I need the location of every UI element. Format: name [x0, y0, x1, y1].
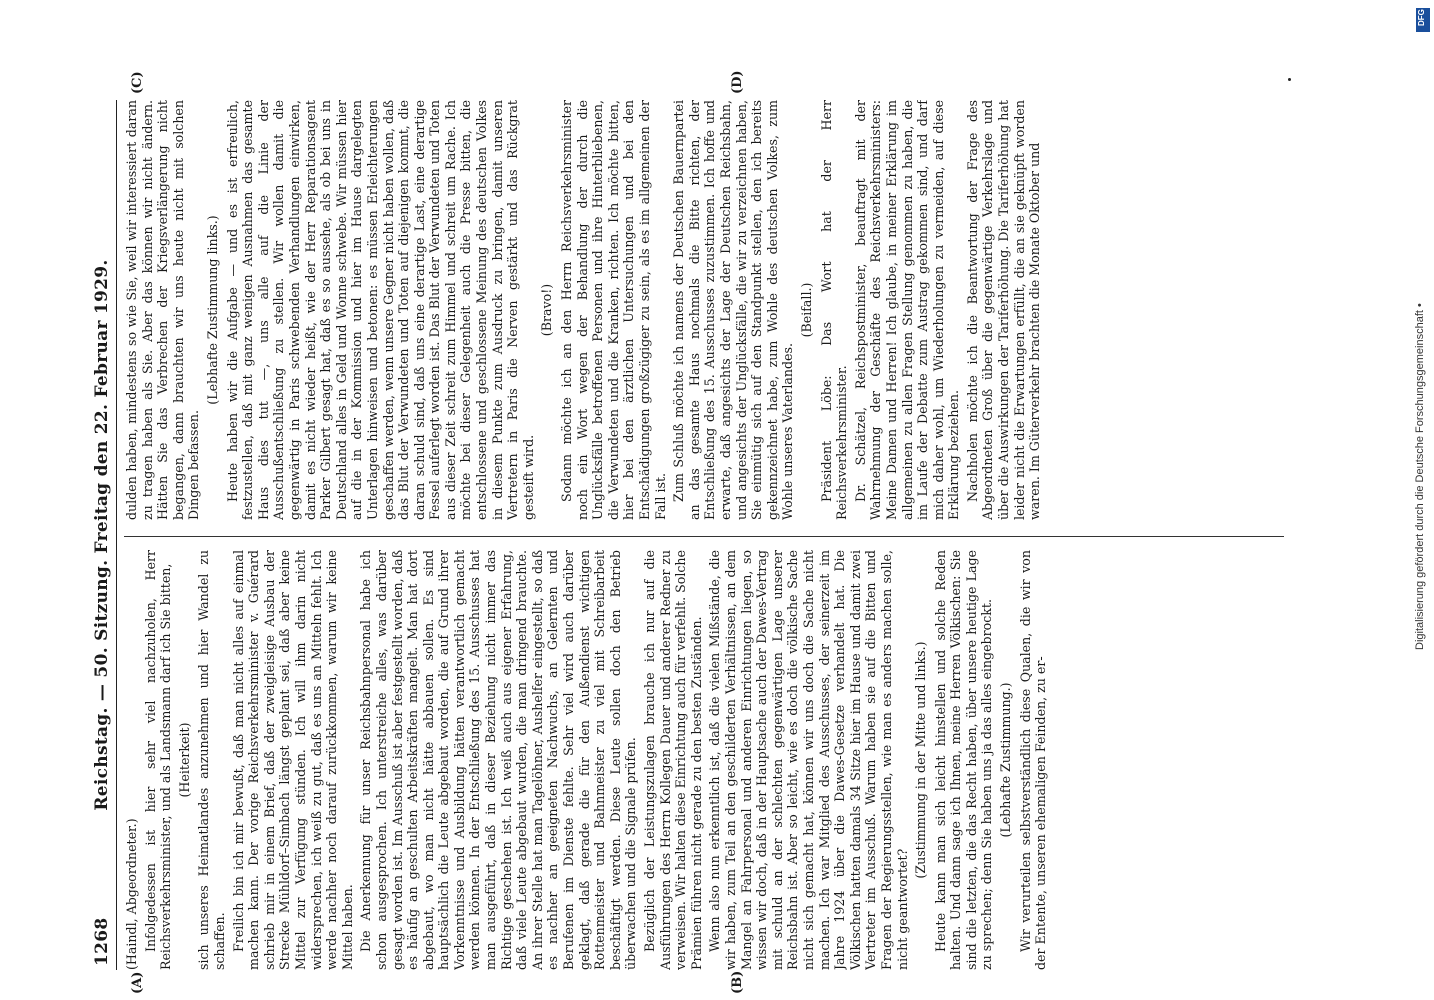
- interjection: (Bravo!): [539, 283, 555, 337]
- speaker-tag: (Haindl, Abgeordneter.): [124, 818, 139, 970]
- paragraph: Heute kann man sich leicht hinstellen und solche Reden halten. Und dann sage ich Ihnen, meine Herren Völkischen: Sie sind die letzten, die das Recht haben, über unsere heutige Lage zu sprechen; denn Sie haben uns ja das alles eingebrockt.: [932, 550, 995, 970]
- interjection: (Zustimmung in der Mitte und links.): [913, 641, 929, 879]
- paragraph: Nachholen möchte ich die Beantwortung der Frage des Abgeordneten Groß über die gegenwärtige Verkehrslage und über die Auswirkungen der Tariferhöhung. Die Tariferhöhung hat leider nicht die Erwartungen erfüllt, die an sie geknüpft worden waren. Im Güterverkehr brachten die Monate Oktober und: [964, 100, 1043, 520]
- page-title: Reichstag. — 50. Sitzung. Freitag den 22. Februar 1929.: [92, 259, 112, 811]
- text-columns: [124, 100, 1344, 970]
- paragraph: Sodann möchte ich an den Herrn Reichsverkehrsminister noch ein Wort wegen der Behandlung der durch die Unglücksfälle betroffenen Personen und ihre Hinterbliebenen, die Verwundeten und die Kranken, richten. Ich möchte bitten, hier bei den ärztlichen Untersuchungen und bei den Entschädigungen großzügiger zu sein, als es im allgemeinen der Fall ist.: [559, 100, 668, 520]
- margin-marker-a: (A): [130, 971, 145, 994]
- interjection: (Heiterkeit): [176, 722, 192, 798]
- paragraph: sich unseres Heimatlandes anzunehmen und hier Wandel zu schaffen.: [196, 550, 227, 970]
- paragraph: Dr. Schätzel, Reichspostminister, beauftragt mit der Wahrnehmung der Geschäfte des Reichsverkehrsministers: Meine Damen und Herren! Ich glaube, in meiner Erklärung im allgemeinen zu allen Fragen Stellung genommen zu haben, die im Laufe der Debatte zum Austrag gekommen sind, und darf mich daher wohl, um Wiederholungen zu vermeiden, auf diese Erklärung beziehen.: [852, 100, 962, 520]
- interjection: (Lebhafte Zustimmung.): [998, 682, 1014, 838]
- right-column: [124, 100, 1344, 520]
- dfg-logo: DFG: [1416, 8, 1430, 32]
- paragraph: Wir verurteilen selbstverständlich diese Qualen, die wir von der Entente, unseren ehemaligen Feinden, zu er-: [1017, 550, 1049, 970]
- paragraph: Präsident Löbe: Das Wort hat der Herr Reichsverkehrsminister.: [818, 100, 850, 520]
- page-number: 1268: [92, 917, 112, 966]
- left-column: [124, 550, 1344, 970]
- interjection: (Beifall.): [798, 282, 814, 338]
- paragraph: Freilich bin ich mir bewußt, daß man nicht alles auf einmal machen kann. Der vorige Reichsverkehrsminister v. Guérard schrieb mir in einem Brief, daß der zweigleisige Ausbau der Strecke Mühldorf–Simbach längst geplant sei, daß aber keine Mittel zur Verfügung stünden. Ich will ihm darin nicht widersprechen, ich weiß zu gut, daß es uns an Mitteln fehlt. Ich werde nachher noch darauf zurückkommen, warum wir keine Mittel haben.: [230, 550, 355, 970]
- paragraph: Die Anerkennung für unser Reichsbahnpersonal habe ich schon ausgesprochen. Ich unterstreiche alles, was darüber gesagt worden ist. Im Ausschuß ist aber festgestellt worden, daß es häufig an geschulten Arbeitskräften mangelt. Man hat dort abgebaut, wo man nicht hätte abbauen sollen. Es sind hauptsächlich die Leute abgebaut worden, die auf Grund ihrer Vorkenntnisse und Ausbildung hätten verantwortlich gemacht werden können. In der Entschließung des 15. Ausschusses hat man ausgeführt, daß in dieser Beziehung nicht immer das Richtige geschehen ist. Ich weiß auch aus eigener Erfahrung, daß viele Leute abgebaut wurden, die man dringend brauchte. An ihrer Stelle hat man Tagelöhner, Aushelfer eingestellt, so daß es nachher an geeigneten Nachwuchs, an Gelernten und Berufenen im Dienste fehlte. Sehr viel wird auch darüber geklagt, daß gerade die für den Außendienst wichtigen Rottenmeister und Bahnmeister zu viel mit Schreibarbeit beschäftigt werden. Diese Leute sollen doch den Betrieb überwachen und die Signale prüfen.: [358, 550, 639, 970]
- margin-marker-b: (B): [730, 970, 745, 994]
- margin-marker-d: (D): [730, 70, 745, 94]
- paragraph: Wenn also nun erkenntlich ist, daß die vielen Mißstände, die wir haben, zum Teil an den geschilderten Verhältnissen, an dem Mangel an Fahrpersonal und anderen Einrichtungen liegen, so wissen wir doch, daß in der Hauptsache auch der Dawes-Vertrag mit schuld an der schlechten gegenwärtigen Lage unserer Reichsbahn ist. Aber so leicht, wie es doch die völkische Sache nicht sich gemacht hat, können wir uns doch die Sache nicht machen. Ich war Mitglied des Ausschusses, der seinerzeit im Jahre 1924 über die Dawes-Gesetze verhandelt hat. Die Völkischen hatten damals 34 Sitze hier im Hause und damit zwei Vertreter im Ausschuß. Warum haben sie auf die Bitten und Fragen der Regierungsstellen, wie man es anders machen solle, nicht geantwortet?: [707, 550, 910, 970]
- paragraph: Zum Schluß möchte ich namens der Deutschen Bauernpartei an das gesamte Haus nochmals die Bitte richten, der Entschließung des 15. Ausschusses zuzustimmen. Ich hoffe und erwarte, daß angesichts der Lage der Deutschen Reichsbahn, und angesichts der Unglücksfälle, die wir zu verzeichnen haben, Sie einmütig sich auf den Standpunkt stellen, den ich bereits gekennzeichnet habe, zum Wohle des deutschen Volkes, zum Wohle unseres Vaterlandes.: [671, 100, 796, 520]
- page-header: [90, 100, 117, 970]
- document-page: [90, 70, 1360, 994]
- paragraph: dulden haben, mindestens so wie Sie, weil wir interessiert daran zu tragen haben als Sie. Aber das können wir nicht ändern. Hätten Sie das Verbrechen der Kriegsverlängerung nicht begangen, dann brauchten wir uns heute nicht mit solchen Dingen befassen.: [124, 100, 202, 520]
- paragraph: Heute haben wir die Aufgabe — und es ist erfreulich, festzustellen, daß mit ganz wenigen Ausnahmen das gesamte Haus dies tut —, uns alle auf die Linie der Ausschußentschließung zu stellen. Wir wollen damit die gegenwärtig in Paris schwebenden Verhandlungen einwirken, damit es nicht wieder heißt, wie der Herr Reparationsagent Parker Gilbert gesagt hat, daß es so aussehe, als ob bei uns in Deutschland alles in Geld und Wonne schwebe. Wir müssen hier auf die in der Kommission und hier im Hause dargelegten Unterlagen hinweisen und betonen: es müssen Erleichterungen geschaffen werden, wenn unsere Gegner nicht haben wollen, daß das Blut der Verwundeten und Toten auf diejenigen kommt, die daran schuld sind, daß uns eine derartige Last, eine derartige Fessel auferlegt worden ist. Das Blut der Verwundeten und Toten aus dieser Zeit schreit zum Himmel und schreit um Rache. Ich möchte bei dieser Gelegenheit auch die Presse bitten, die entschlossene und geschlossene Meinung des deutschen Volkes in diesem Punkte zum Ausdruck zu bringen, damit unseren Vertretern in Paris die Nerven gestärkt und das Rückgrat gesteift wird.: [224, 100, 536, 520]
- digitization-note: Digitalisierung gefördert durch die Deutsche Forschungsgemeinschaft •: [1414, 303, 1426, 650]
- margin-marker-c: (C): [130, 71, 145, 94]
- interjection: (Lebhafte Zustimmung links.): [204, 215, 220, 405]
- paragraph: Bezüglich der Leistungszulagen brauche ich nur auf die Ausführungen des Herrn Kollegen Dauer und anderer Redner zu verweisen. Wir halten diese Einrichtung auch für verfehlt. Solche Prämien führen nicht gerade zu den besten Zuständen.: [642, 550, 704, 970]
- paragraph: Infolgedessen ist hier sehr viel nachzuholen, Herr Reichsverkehrsminister, und als Landsmann darf ich Sie bitten,: [142, 550, 174, 970]
- column-divider: [124, 536, 1284, 537]
- scan-speck: [1288, 78, 1291, 81]
